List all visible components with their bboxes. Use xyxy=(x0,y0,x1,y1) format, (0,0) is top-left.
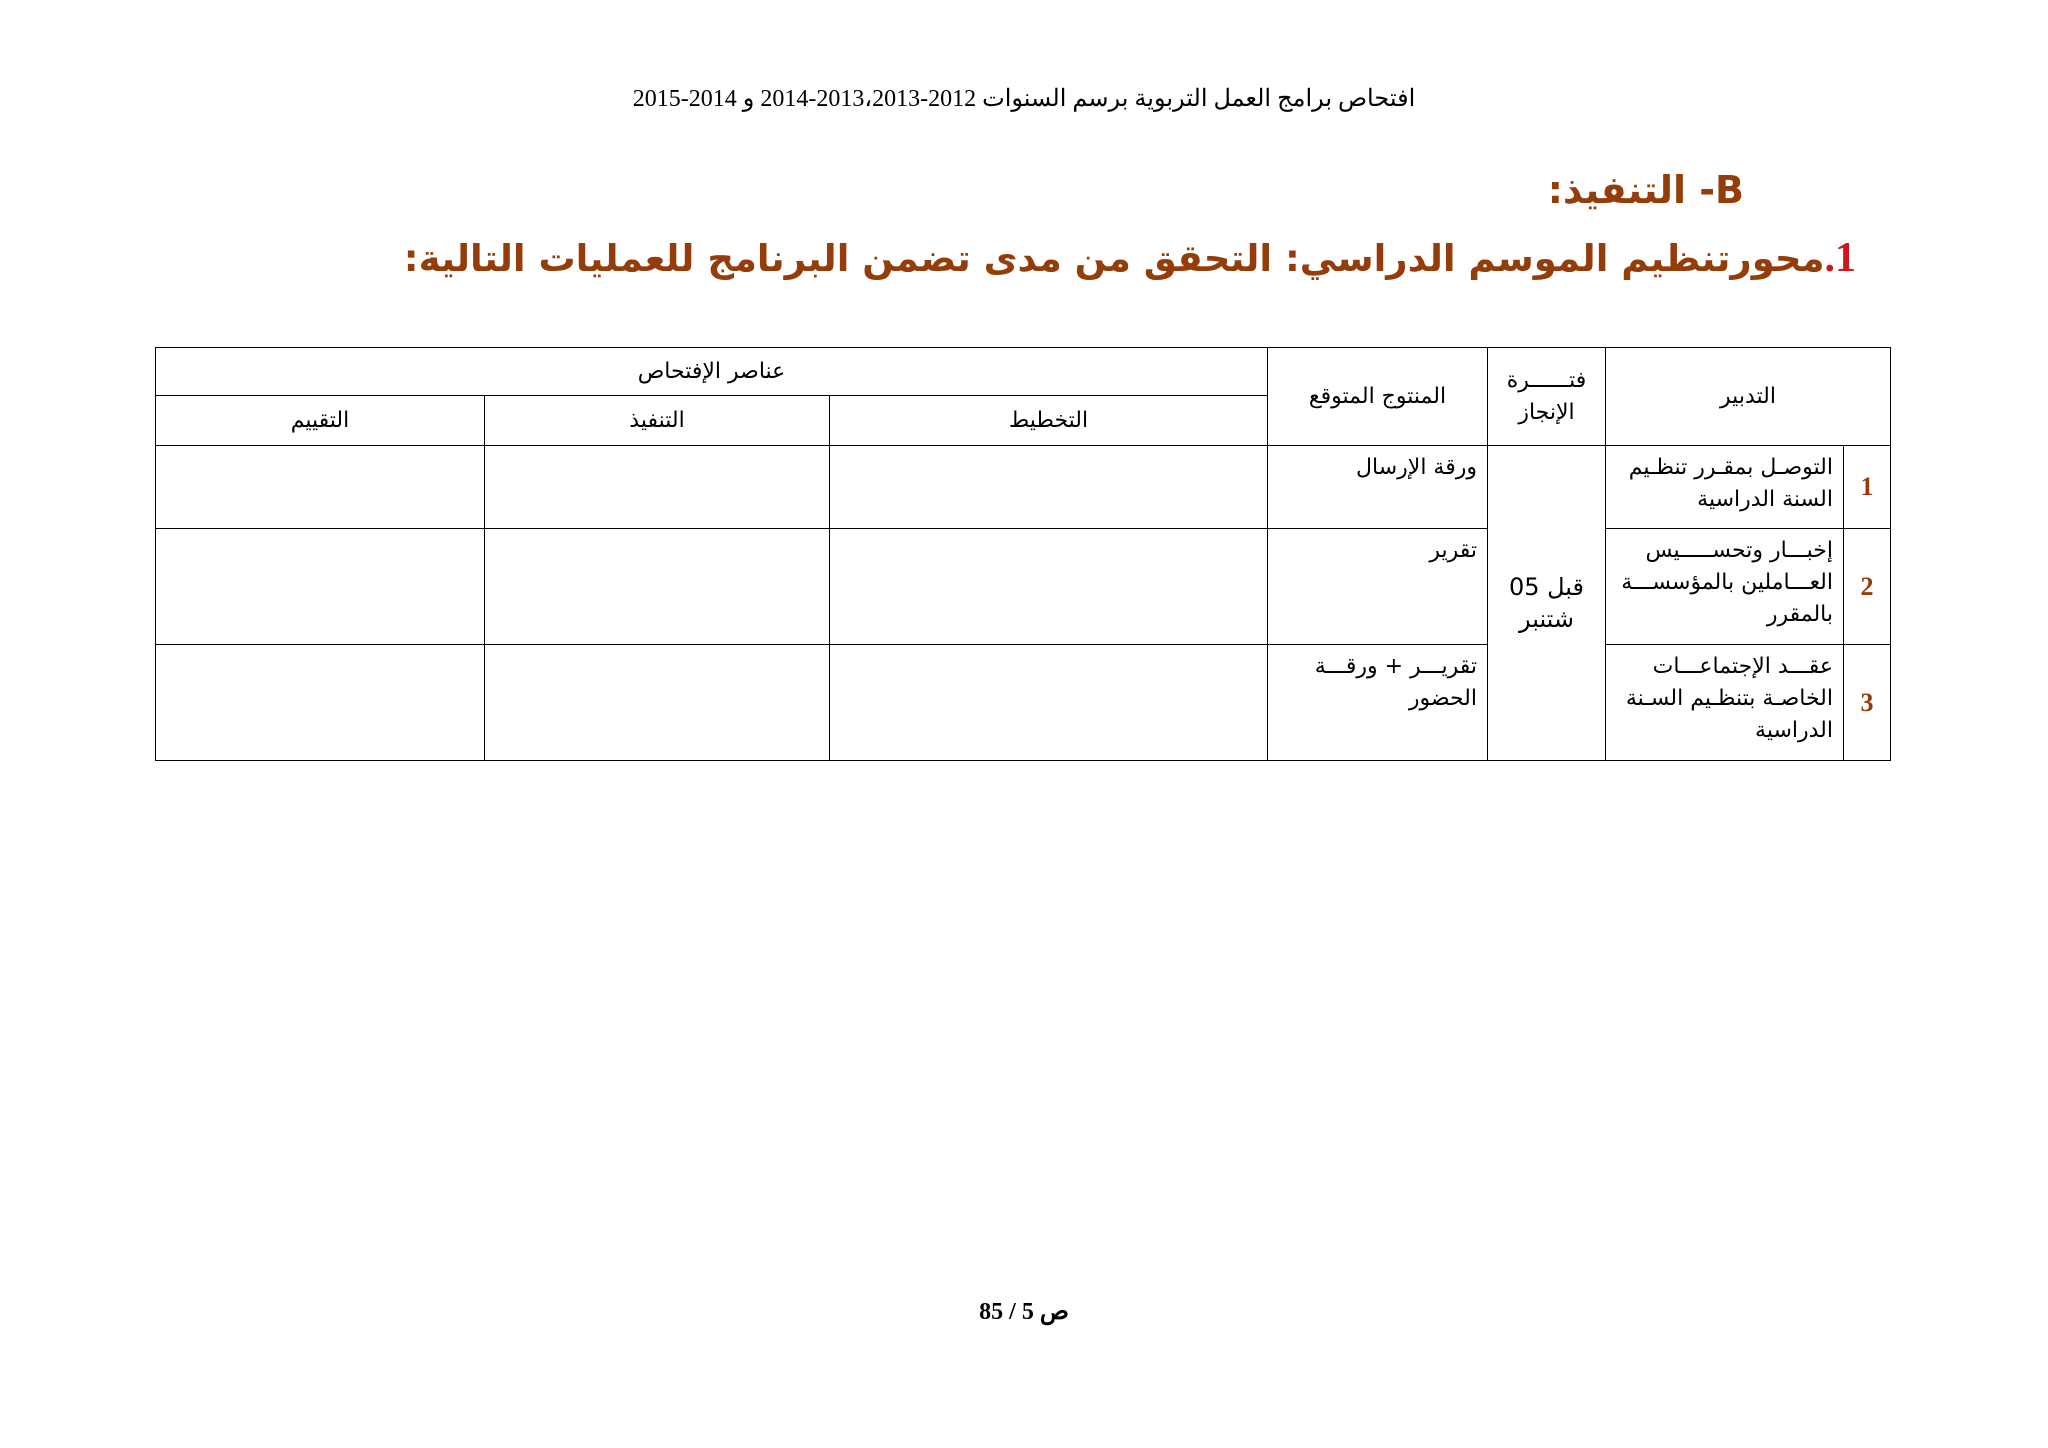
section-title: B- التنفيذ: xyxy=(1547,168,1744,212)
row-evaluation xyxy=(156,529,485,645)
row-measure: إخبـــار وتحســـــيس العـــاملين بالمؤسســـة بالمقرر xyxy=(1606,529,1844,645)
header-evaluation: التقييم xyxy=(156,396,485,446)
table-row xyxy=(156,645,1891,761)
audit-table xyxy=(155,347,1891,761)
row-evaluation xyxy=(156,645,485,761)
row-measure: عقـــد الإجتماعـــات الخاصـة بتنظـيم السـنة الدراسية xyxy=(1606,645,1844,761)
row-number: 2 xyxy=(1844,529,1891,645)
header-period: فتــــــرة الإنجاز xyxy=(1488,348,1606,446)
row-planning xyxy=(830,446,1268,529)
row-evaluation xyxy=(156,446,485,529)
row-planning xyxy=(830,645,1268,761)
row-product: تقريـــر + ورقـــة الحضور xyxy=(1268,645,1488,761)
shared-period-cell: قبل 05 شتنبر xyxy=(1488,446,1606,761)
axis-text: محورتنظيم الموسم الدراسي: التحقق من مدى تضمن البرنامج للعمليات التالية: xyxy=(403,237,1825,280)
row-execution xyxy=(485,446,830,529)
header-measure: التدبير xyxy=(1606,348,1891,446)
row-planning xyxy=(830,529,1268,645)
header-planning: التخطيط xyxy=(830,396,1268,446)
header-audit-elements: عناصر الإفتحاص xyxy=(156,348,1268,396)
table-row xyxy=(156,446,1891,529)
row-product: ورقة الإرسال xyxy=(1268,446,1488,529)
header-execution: التنفيذ xyxy=(485,396,830,446)
row-number: 1 xyxy=(1844,446,1891,529)
page-header: افتحاص برامج العمل التربوية برسم السنوات 2012-2013،2013-2014 و 2014-2015 xyxy=(632,86,1416,112)
row-execution xyxy=(485,529,830,645)
row-number: 3 xyxy=(1844,645,1891,761)
table-row xyxy=(156,529,1891,645)
row-measure: التوصـل بمقـرر تنظـيم السنة الدراسية xyxy=(1606,446,1844,529)
row-execution xyxy=(485,645,830,761)
axis-title xyxy=(404,234,1856,282)
axis-number: 1. xyxy=(1824,235,1856,281)
row-product: تقرير xyxy=(1268,529,1488,645)
header-product: المنتوج المتوقع xyxy=(1268,348,1488,446)
page-number: 85 / 5 ص xyxy=(979,1299,1069,1325)
